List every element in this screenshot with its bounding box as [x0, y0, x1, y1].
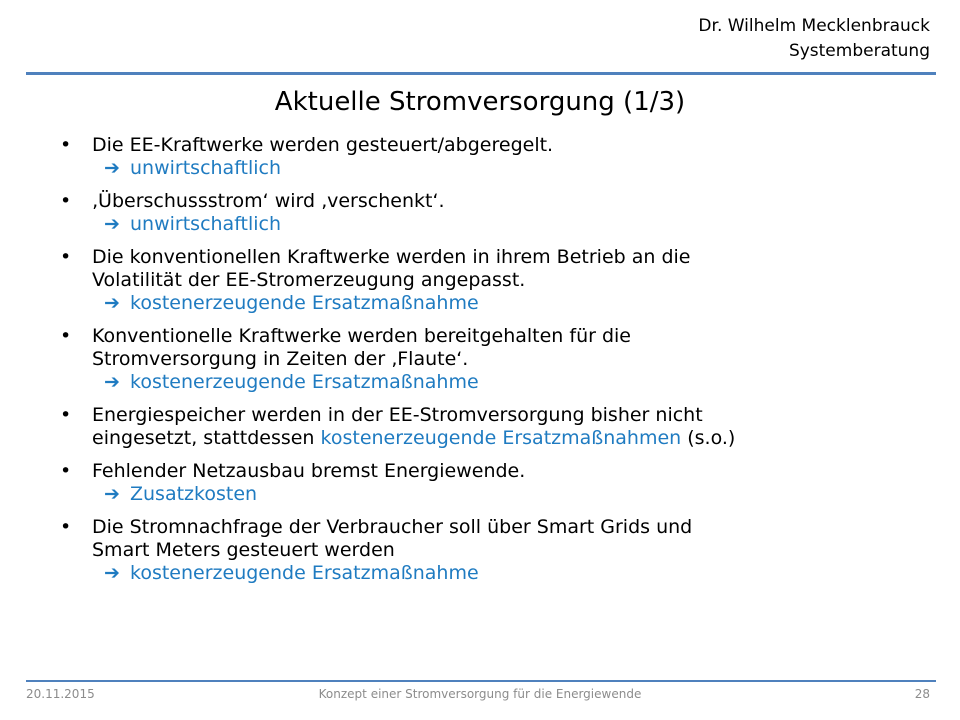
bullet-item — [60, 325, 940, 394]
arrow-right-icon: ➔ — [104, 371, 120, 393]
bullet-text: Fehlender Netzausbau bremst Energiewende. — [92, 460, 526, 482]
bullet-consequence — [92, 483, 940, 506]
bullet-text-line-2: Volatilität der EE-Stromerzeugung angepasst. — [92, 269, 526, 291]
slide-title: Aktuelle Stromversorgung (1/3) — [274, 87, 686, 117]
bullet-text-line-2: Smart Meters gesteuert werden — [92, 539, 395, 561]
consequence-text: kostenerzeugende Ersatzmaßnahme — [130, 292, 479, 314]
bullet-text-line-2 — [92, 427, 940, 450]
bullet-dot-icon: • — [60, 460, 72, 482]
bullet-item — [60, 190, 940, 236]
bullet-dot-icon: • — [60, 190, 72, 212]
consequence-text: unwirtschaftlich — [130, 213, 282, 235]
arrow-right-icon: ➔ — [104, 157, 120, 179]
footer-divider — [26, 680, 936, 682]
bullet-text: Die EE-Kraftwerke werden gesteuert/abgeregelt. — [92, 134, 554, 156]
bullet-dot-icon: • — [60, 404, 72, 426]
bullet-consequence — [92, 292, 940, 315]
bullet-text-line-1: Die konventionellen Kraftwerke werden in ihrem Betrieb an die — [92, 246, 691, 268]
consequence-text: unwirtschaftlich — [130, 157, 282, 179]
bullet-item — [60, 516, 940, 585]
author-block — [698, 14, 930, 64]
footer-title: Konzept einer Stromversorgung für die Energiewende — [318, 687, 642, 701]
bullet-text-line-1: Energiespeicher werden in der EE-Stromversorgung bisher nicht — [92, 404, 703, 426]
arrow-right-icon: ➔ — [104, 483, 120, 505]
bullet-dot-icon: • — [60, 516, 72, 538]
author-company: Systemberatung — [788, 41, 930, 61]
consequence-text: kostenerzeugende Ersatzmaßnahme — [130, 371, 479, 393]
author-name: Dr. Wilhelm Mecklenbrauck — [698, 16, 930, 36]
arrow-right-icon: ➔ — [104, 292, 120, 314]
bullet-text: ‚Überschussstrom‘ wird ‚verschenkt‘. — [92, 190, 445, 212]
bullet-consequence — [92, 371, 940, 394]
bullet-text-highlight: kostenerzeugende Ersatzmaßnahmen — [320, 427, 682, 449]
bullet-text-line-1: Konventionelle Kraftwerke werden bereitgehalten für die — [92, 325, 631, 347]
bullet-list — [60, 134, 940, 595]
bullet-dot-icon: • — [60, 134, 72, 156]
bullet-item — [60, 460, 940, 506]
footer-date: 20.11.2015 — [26, 687, 95, 701]
bullet-item — [60, 134, 940, 180]
consequence-text: kostenerzeugende Ersatzmaßnahme — [130, 562, 479, 584]
bullet-item — [60, 404, 940, 450]
bullet-dot-icon: • — [60, 325, 72, 347]
bullet-text-line-2: Stromversorgung in Zeiten der ‚Flaute‘. — [92, 348, 469, 370]
bullet-item — [60, 246, 940, 315]
bullet-consequence — [92, 213, 940, 236]
bullet-dot-icon: • — [60, 246, 72, 268]
bullet-text-line-1: Die Stromnachfrage der Verbraucher soll über Smart Grids und — [92, 516, 693, 538]
bullet-consequence — [92, 157, 940, 180]
arrow-right-icon: ➔ — [104, 562, 120, 584]
bullet-text-post: (s.o.) — [681, 427, 736, 449]
page-number: 28 — [914, 687, 930, 701]
arrow-right-icon: ➔ — [104, 213, 120, 235]
header-divider — [26, 72, 936, 75]
bullet-text-pre: eingesetzt, stattdessen — [92, 427, 321, 449]
bullet-consequence — [92, 562, 940, 585]
consequence-text: Zusatzkosten — [130, 483, 258, 505]
